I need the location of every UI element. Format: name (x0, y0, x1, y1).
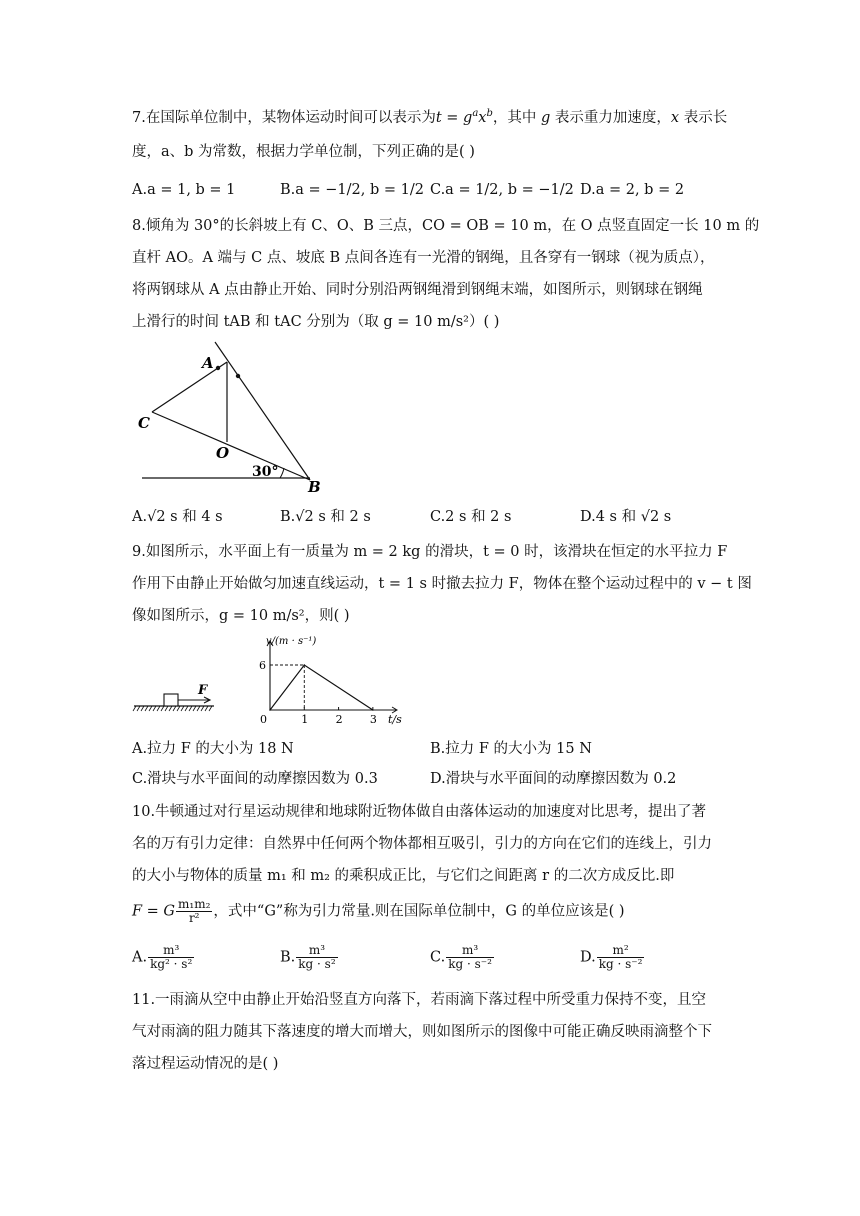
q9-option-d: D.滑块与水平面间的动摩擦因数为 0.2 (430, 771, 677, 787)
q10-line-1: 10.牛顿通过对行星运动规律和地球附近物体做自由落体运动的加速度对比思考，提出了著 (132, 804, 707, 820)
q7-option-d: D.a = 2, b = 2 (580, 182, 685, 198)
q7-line-2: 度，a、b 为常数，根据力学单位制，下列正确的是( ) (132, 144, 475, 160)
q10-option-d: D. $\frac{\text{m²}}{\text{kg · s⁻²}}$ (580, 943, 643, 971)
y-axis-label: v/(m · s⁻¹) (266, 636, 317, 647)
q9-option-c: C.滑块与水平面间的动摩擦因数为 0.3 (132, 771, 378, 787)
q7-line-1: 7.在国际单位制中，某物体运动时间可以表示为$t = g^ax^b$，其中 g 表示重力加速度，x 表示长 (132, 108, 728, 126)
q7-option-b: B.a = −1/2, b = 1/2 (280, 182, 424, 198)
q7-option-c: C.a = 1/2, b = −1/2 (430, 182, 574, 198)
q8-line-1: 8.倾角为 30°的长斜坡上有 C、O、B 三点，CO = OB = 10 m，在 O 点竖直固定一长 10 m 的 (132, 218, 760, 234)
q8-slope-figure (130, 340, 330, 500)
q7-option-a: A.a = 1, b = 1 (132, 182, 236, 198)
q8-label-o: O (216, 444, 230, 462)
data-point (303, 664, 305, 666)
q9-line-3: 像如图所示，g = 10 m/s²，则( ) (132, 608, 350, 624)
q11-line-1: 11.一雨滴从空中由静止开始沿竖直方向落下，若雨滴下落过程中所受重力保持不变，且空 (132, 992, 707, 1008)
q9-block-figure (130, 676, 220, 716)
q8-line-4: 上滑行的时间 tAB 和 tAC 分别为（取 g = 10 m/s²）( ) (132, 314, 500, 330)
q9-option-a: A.拉力 F 的大小为 18 N (132, 741, 294, 757)
x-axis-label: t/s (388, 713, 402, 726)
y-tick-label-6: 6 (259, 659, 266, 672)
q7-formula: $t = g^ax^b$ (435, 108, 493, 126)
q9-option-b: B.拉力 F 的大小为 15 N (430, 741, 592, 757)
x-tick-label-1: 1 (301, 713, 309, 726)
q9-force-label: F (198, 683, 208, 698)
q11-line-2: 气对雨滴的阻力随其下落速度的增大而增大，则如图所示的图像中可能正确反映雨滴整个下 (132, 1024, 712, 1040)
q10-option-a: A. $\frac{\text{m³}}{\text{kg² · s²}}$ (132, 943, 193, 971)
q11-line-3: 落过程运动情况的是( ) (132, 1056, 279, 1072)
x-tick-label-3: 3 (369, 713, 377, 726)
q8-option-d: D.4 s 和 √2 s (580, 509, 672, 525)
q8-label-a: A (202, 354, 214, 372)
q10-option-c: C. $\frac{\text{m³}}{\text{kg · s⁻²}}$ (430, 943, 492, 971)
q9-line-2: 作用下由静止开始做匀加速直线运动，t = 1 s 时撤去拉力 F，物体在整个运动过程中的 v − t 图 (132, 576, 752, 592)
q9-vt-chart (250, 636, 400, 726)
q10-line-3: 的大小与物体的质量 m₁ 和 m₂ 的乘积成正比，与它们之间距离 r 的二次方成反比.即 (132, 868, 675, 884)
q8-option-b: B.√2 s 和 2 s (280, 509, 371, 525)
q8-label-b: B (308, 478, 321, 496)
q9-line-1: 9.如图所示，水平面上有一质量为 m = 2 kg 的滑块，t = 0 时，该滑块在恒定的水平拉力 F (132, 544, 728, 560)
q8-option-c: C.2 s 和 2 s (430, 509, 512, 525)
q8-line-3: 将两钢球从 A 点由静止开始、同时分别沿两钢绳滑到钢绳末端，如图所示，则钢球在钢绳 (132, 282, 703, 298)
q10-line-2: 名的万有引力定律：自然界中任何两个物体都相互吸引，引力的方向在它们的连线上，引力 (132, 836, 712, 852)
velocity-series-line (270, 665, 373, 710)
q10-gravity-fraction: $\frac{\text{m₁m₂}}{\text{r²}}$ (178, 897, 211, 925)
q10-option-b: B. $\frac{\text{m³}}{\text{kg · s²}}$ (280, 943, 336, 971)
data-point (372, 709, 374, 711)
q8-label-angle: 30° (252, 464, 279, 480)
q8-option-a: A.√2 s 和 4 s (132, 509, 223, 525)
q8-label-c: C (138, 414, 150, 432)
data-point (269, 709, 271, 711)
q8-line-2: 直杆 AO。A 端与 C 点、坡底 B 点间各连有一光滑的钢绳，且各穿有一钢球（视为质点）， (132, 250, 715, 266)
x-tick-label-0: 0 (260, 713, 267, 726)
x-tick-label-2: 2 (335, 713, 343, 726)
q10-line-4: F = G $\frac{\text{m₁m₂}}{\text{r²}}$ ，式中“G”称为引力常量.则在国际单位制中，G 的单位应该是( ) (132, 897, 625, 925)
